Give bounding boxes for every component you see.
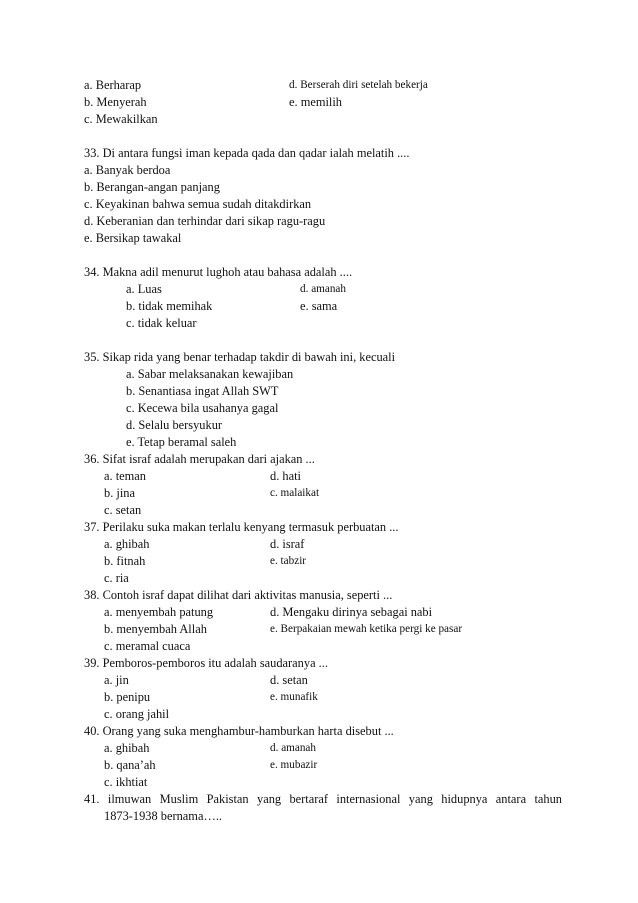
option-c: c. Keyakinan bahwa semua sudah ditakdirkan xyxy=(84,197,312,211)
option-e: e. munafik xyxy=(270,691,318,703)
option-a: a. Sabar melaksanakan kewajiban xyxy=(126,367,294,381)
option-e: e. mubazir xyxy=(270,759,318,771)
option-b: b. Senantiasa ingat Allah SWT xyxy=(126,384,279,398)
option-c: c. Kecewa bila usahanya gagal xyxy=(126,401,279,415)
option-c: c. ria xyxy=(104,571,129,585)
question-41-continuation: 1873-1938 bernama….. xyxy=(104,809,223,823)
option-e: e. Tetap beramal saleh xyxy=(126,435,237,449)
option-c: c. tidak keluar xyxy=(126,316,197,330)
option-b: b. fitnah xyxy=(104,554,146,568)
option-a: a. Luas xyxy=(126,282,162,296)
option-a: a. jin xyxy=(104,673,129,687)
option-a: a. menyembah patung xyxy=(104,605,214,619)
option-a: a. ghibah xyxy=(104,741,150,755)
option-c: c. meramal cuaca xyxy=(104,639,191,653)
option-a: a. ghibah xyxy=(104,537,150,551)
question-37: 37. Perilaku suka makan terlalu kenyang termasuk perbuatan ... xyxy=(84,520,399,534)
option-d: d. hati xyxy=(270,469,301,483)
option-a: a. Banyak berdoa xyxy=(84,163,171,177)
question-41: 41. ilmuwan Muslim Pakistan yang bertaraf internasional yang hidupnya antara tahun xyxy=(84,792,562,806)
option-c: c. orang jahil xyxy=(104,707,170,721)
option-d: d. Selalu bersyukur xyxy=(126,418,223,432)
option-e: e. sama xyxy=(300,299,338,313)
option-d: d. israf xyxy=(270,537,305,551)
option-b: b. qana’ah xyxy=(104,758,156,772)
option-d: d. amanah xyxy=(300,283,346,295)
option-c: c. malaikat xyxy=(270,487,320,499)
option-e: e. Berpakaian mewah ketika pergi ke pasar xyxy=(270,623,463,635)
option-b: b. tidak memihak xyxy=(126,299,213,313)
option-c: c. Mewakilkan xyxy=(84,112,158,126)
option-b: b. menyembah Allah xyxy=(104,622,207,636)
option-b: b. Berangan-angan panjang xyxy=(84,180,220,194)
question-34: 34. Makna adil menurut lughoh atau bahasa adalah .... xyxy=(84,265,353,279)
question-39: 39. Pemboros-pemboros itu adalah saudaranya ... xyxy=(84,656,328,670)
option-d: d. Mengaku dirinya sebagai nabi xyxy=(270,605,433,619)
option-b: b. jina xyxy=(104,486,135,500)
option-e: e. tabzir xyxy=(270,555,307,567)
option-a: a. Berharap xyxy=(84,78,142,92)
question-36: 36. Sifat israf adalah merupakan dari ajakan ... xyxy=(84,452,315,466)
option-b: b. Menyerah xyxy=(84,95,147,109)
question-35: 35. Sikap rida yang benar terhadap takdir di bawah ini, kecuali xyxy=(84,350,396,364)
option-d: d. Keberanian dan terhindar dari sikap ragu-ragu xyxy=(84,214,326,228)
option-c: c. setan xyxy=(104,503,142,517)
option-a: a. teman xyxy=(104,469,146,483)
option-c: c. ikhtiat xyxy=(104,775,148,789)
question-38: 38. Contoh israf dapat dilihat dari aktivitas manusia, seperti ... xyxy=(84,588,393,602)
option-d: d. amanah xyxy=(270,742,316,754)
option-d: d. setan xyxy=(270,673,308,687)
question-33: 33. Di antara fungsi iman kepada qada dan qadar ialah melatih .... xyxy=(84,146,410,160)
option-e: e. memilih xyxy=(289,95,342,109)
question-40: 40. Orang yang suka menghambur-hamburkan harta disebut ... xyxy=(84,724,394,738)
option-b: b. penipu xyxy=(104,690,151,704)
option-d: d. Berserah diri setelah bekerja xyxy=(289,79,428,91)
option-e: e. Bersikap tawakal xyxy=(84,231,182,245)
